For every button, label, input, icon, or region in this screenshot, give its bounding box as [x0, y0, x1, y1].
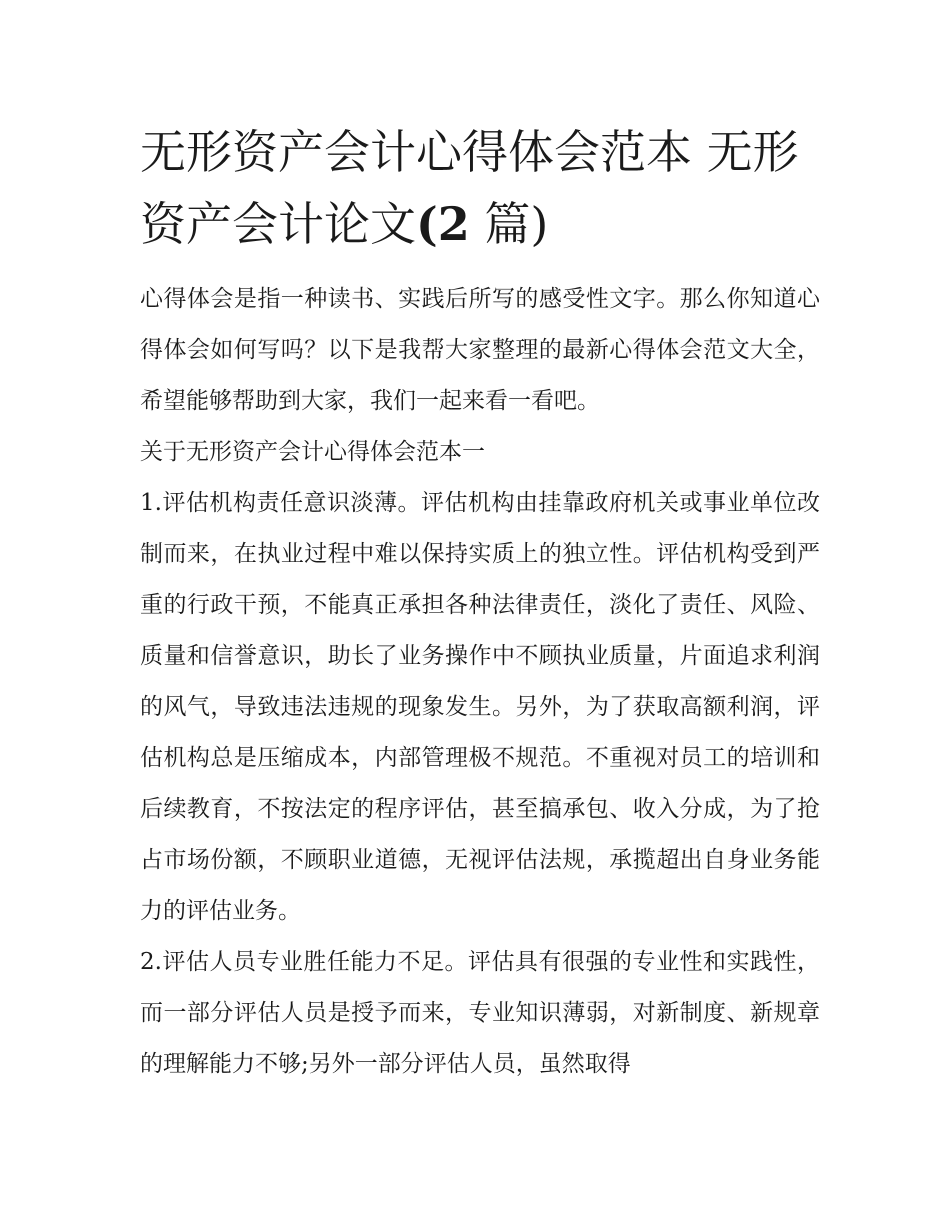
- title-text: 无形资产会计心得体会范本 无形资产会计论文: [140, 125, 799, 251]
- intro-paragraph: 心得体会是指一种读书、实践后所写的感受性文字。那么你知道心得体会如何写吗？以下是我帮大家整理的最新心得体会范文大全，希望能够帮助到大家，我们一起来看一看吧。: [140, 286, 820, 414]
- document-page: [140, 116, 820, 1090]
- document-title: [140, 116, 820, 260]
- title-unit: 篇): [469, 197, 549, 251]
- title-count: (2: [416, 197, 470, 251]
- body-paragraph-1: 1.评估机构责任意识淡薄。评估机构由挂靠政府机关或事业单位改制而来，在执业过程中难以保持实质上的独立性。评估机构受到严重的行政干预，不能真正承担各种法律责任，淡化了责任、风险、质量和信誉意识，助长了业务操作中不顾执业质量，片面追求利润的风气，导致违法违规的现象发生。另外，为了获取高额利润，评估机构总是压缩成本，内部管理极不规范。不重视对员工的培训和后续教育，不按法定的程序评估，甚至搞承包、收入分成，为了抢占市场份额，不顾职业道德，无视评估法规，承揽超出自身业务能力的评估业务。: [140, 490, 820, 924]
- body-paragraph-2: 2.评估人员专业胜任能力不足。评估具有很强的专业性和实践性，而一部分评估人员是授予而来，专业知识薄弱，对新制度、新规章的理解能力不够;另外一部分评估人员，虽然取得: [140, 949, 820, 1077]
- section-heading: 关于无形资产会计心得体会范本一: [140, 439, 485, 465]
